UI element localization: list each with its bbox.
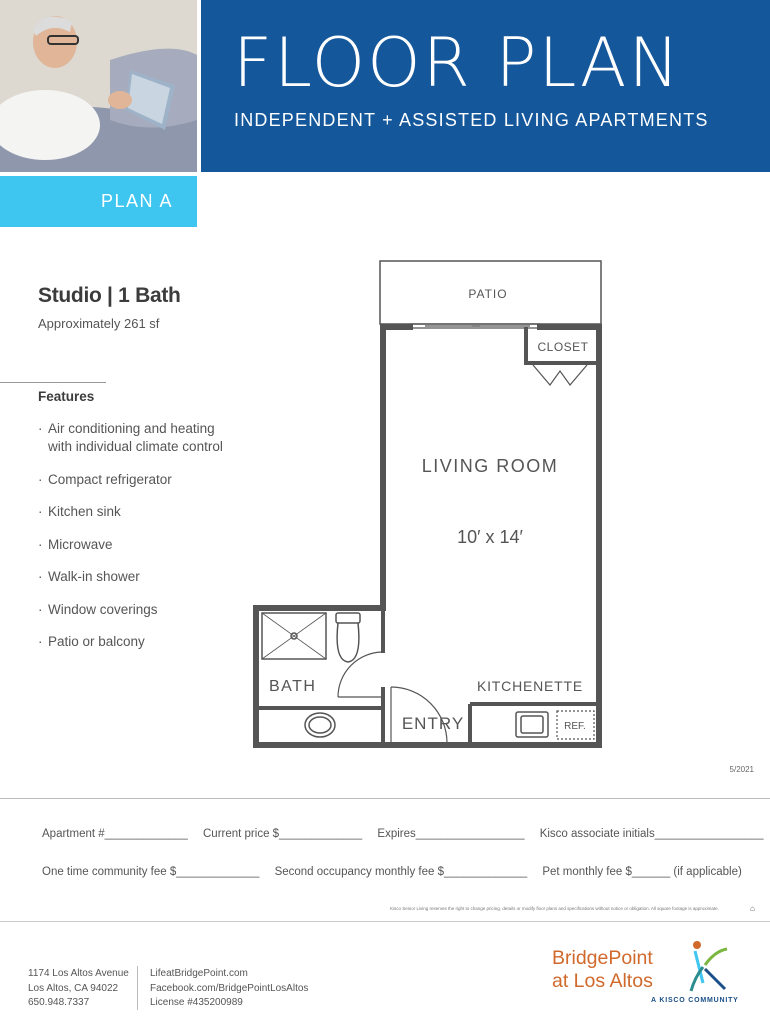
brand-name-line-2: at Los Altos	[552, 970, 653, 992]
resident-reading-illustration	[0, 0, 197, 172]
website-link[interactable]: LifeatBridgePoint.com	[150, 968, 248, 979]
form-row-2	[42, 866, 754, 878]
expires-field: Expires_________________	[377, 828, 525, 840]
plan-label-tab	[0, 176, 197, 227]
feature-item: · Kitchen sink	[38, 503, 258, 521]
feature-item-continuation: with individual climate control	[48, 439, 223, 454]
features-list	[38, 420, 258, 666]
feature-item: · Air conditioning and heating	[38, 420, 258, 438]
address-line-1: 1174 Los Altos Avenue	[28, 968, 129, 979]
ref-label: REF.	[564, 721, 586, 732]
brand-figure-icon	[685, 937, 731, 995]
closet-walls	[526, 327, 599, 385]
bath-label: BATH	[269, 678, 317, 695]
phone-number: 650.948.7337	[28, 997, 90, 1008]
brand-name-line-1: BridgePoint	[552, 947, 653, 969]
page-subtitle: INDEPENDENT + ASSISTED LIVING APARTMENTS	[234, 110, 709, 130]
entry-label: ENTRY	[401, 714, 465, 733]
web-block	[150, 967, 308, 1011]
form-row-1	[42, 828, 770, 840]
resident-photo	[0, 0, 197, 172]
kitchen-sink	[516, 712, 548, 737]
form-divider-top	[0, 798, 770, 799]
features-divider	[0, 382, 106, 383]
header-band	[201, 0, 770, 172]
unit-area: Approximately 261 sf	[38, 316, 160, 331]
brand-tagline: A KISCO COMMUNITY	[651, 997, 739, 1004]
associate-initials-field: Kisco associate initials_________________	[539, 828, 764, 840]
vanity-sink	[305, 713, 335, 737]
patio-label: PATIO	[468, 287, 508, 301]
address-block	[28, 967, 129, 1011]
floor-plan-diagram	[250, 255, 610, 755]
equal-housing-icon: ⌂	[750, 904, 755, 913]
plan-label: PLAN A	[101, 191, 174, 211]
living-room-label: LIVING ROOM	[421, 456, 559, 476]
feature-item: · Microwave	[38, 536, 258, 554]
current-price-field: Current price $_____________	[203, 828, 363, 840]
features-title: Features	[38, 389, 95, 404]
community-fee-field: One time community fee $_____________	[42, 866, 260, 878]
footer-divider	[137, 966, 138, 1010]
facebook-link[interactable]: Facebook.com/BridgePointLosAltos	[150, 982, 309, 994]
brand-logo	[548, 943, 748, 1013]
apartment-field: Apartment #_____________	[42, 828, 188, 840]
second-occupancy-field: Second occupancy monthly fee $_____________	[274, 866, 528, 878]
unit-type: Studio | 1 Bath	[38, 284, 181, 307]
pet-fee-field: Pet monthly fee $______ (if applicable)	[542, 866, 742, 878]
form-divider-bottom	[0, 921, 770, 922]
feature-item: · Compact refrigerator	[38, 471, 258, 489]
living-room-dimensions: 10′ x 14′	[457, 527, 523, 547]
page-title: FLOOR PLAN	[233, 24, 682, 103]
closet-label: CLOSET	[537, 340, 589, 354]
revision-date: 5/2021	[729, 765, 754, 774]
disclaimer-text: Kisco Senior Living reserves the right to change pricing, details or modify floor plans and specifications without notice or obligation. All square footage is approximate.	[390, 906, 719, 911]
address-line-2: Los Altos, CA 94022	[28, 982, 119, 994]
feature-item: · Window coverings	[38, 601, 258, 619]
toilet	[336, 613, 360, 662]
shower	[262, 613, 326, 659]
license-number: License #435200989	[150, 997, 243, 1008]
kitchenette-label: KITCHENETTE	[476, 678, 584, 694]
feature-item: · Walk-in shower	[38, 568, 258, 586]
feature-item: · Patio or balcony	[38, 633, 258, 651]
bath-door	[338, 652, 383, 697]
